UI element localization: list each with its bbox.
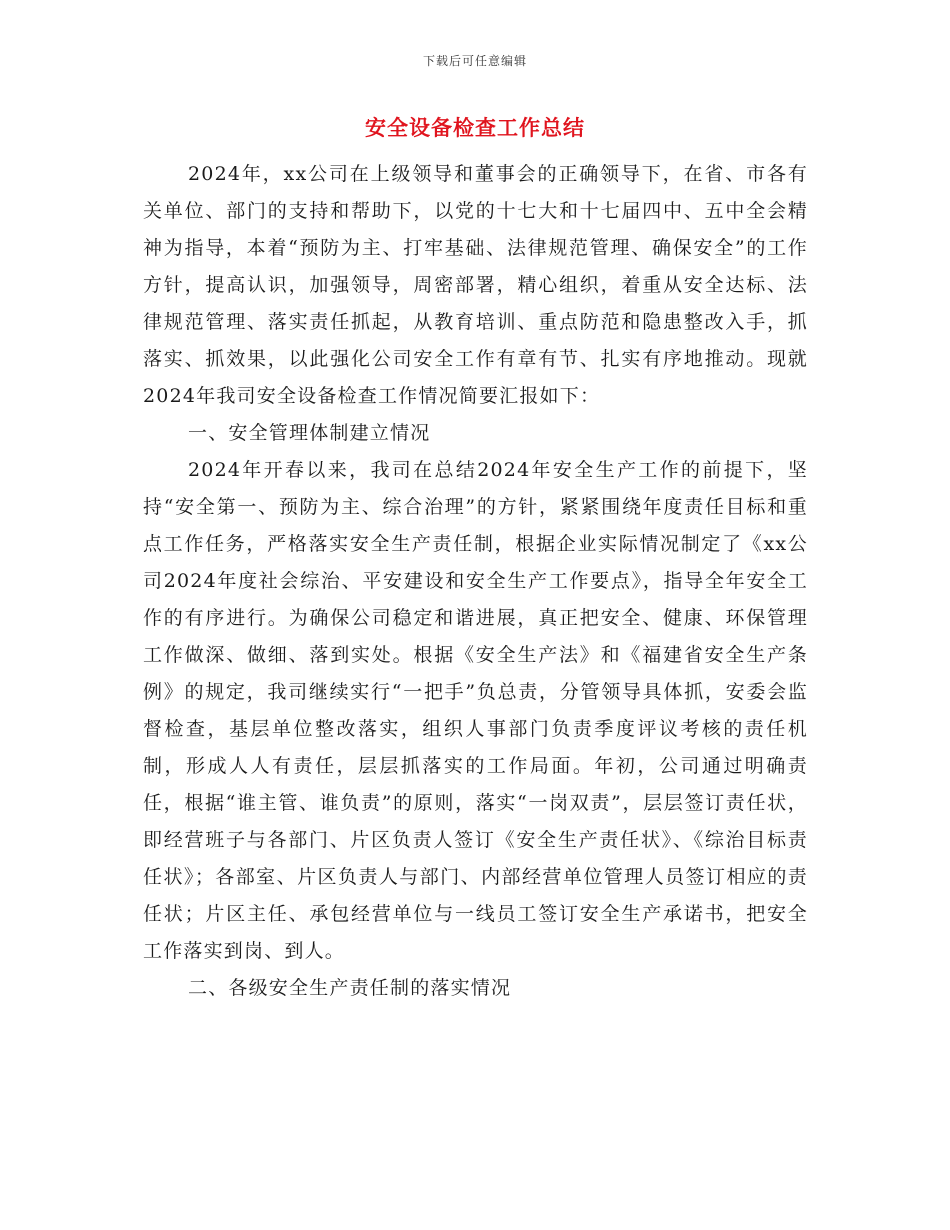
- header-note: 下载后可任意编辑: [422, 54, 527, 68]
- document-body: [143, 156, 808, 1007]
- document-title: 安全设备检查工作总结: [365, 115, 585, 140]
- section-1-paragraph: 2024年开春以来，我司在总结2024年安全生产工作的前提下，坚持“安全第一、预防为主、综合治理”的方针，紧紧围绕年度责任目标和重点工作任务，严格落实安全生产责任制，根据企业实际情况制定了《xx公司2024年度社会综治、平安建设和安全生产工作要点》，指导全年安全工作的有序进行。为确保公司稳定和谐进展，真正把安全、健康、环保管理工作做深、做细、落到实处。根据《安全生产法》和《福建省安全生产条例》的规定，我司继续实行“一把手”负总责，分管领导具体抓，安委会监督检查，基层单位整改落实，组织人事部门负责季度评议考核的责任机制，形成人人有责任，层层抓落实的工作局面。年初，公司通过明确责任，根据“谁主管、谁负责”的原则，落实“一岗双责”，层层签订责任状，即经营班子与各部门、片区负责人签订《安全生产责任状》、《综治目标责任状》；各部室、片区负责人与部门、内部经营单位管理人员签订相应的责任状；片区主任、承包经营单位与一线员工签订安全生产承诺书，把安全工作落实到岗、到人。: [143, 459, 808, 962]
- intro-paragraph: 2024年，xx公司在上级领导和董事会的正确领导下，在省、市各有关单位、部门的支持和帮助下，以党的十七大和十七届四中、五中全会精神为指导，本着“预防为主、打牢基础、法律规范管理、确保安全”的工作方针，提高认识，加强领导，周密部署，精心组织，着重从安全达标、法律规范管理、落实责任抓起，从教育培训、重点防范和隐患整改入手，抓落实、抓效果，以此强化公司安全工作有章有节、扎实有序地推动。现就2024年我司安全设备检查工作情况简要汇报如下：: [143, 163, 808, 407]
- section-2-heading: 二、各级安全生产责任制的落实情况: [188, 977, 512, 999]
- section-1-heading: 一、安全管理体制建立情况: [188, 422, 431, 444]
